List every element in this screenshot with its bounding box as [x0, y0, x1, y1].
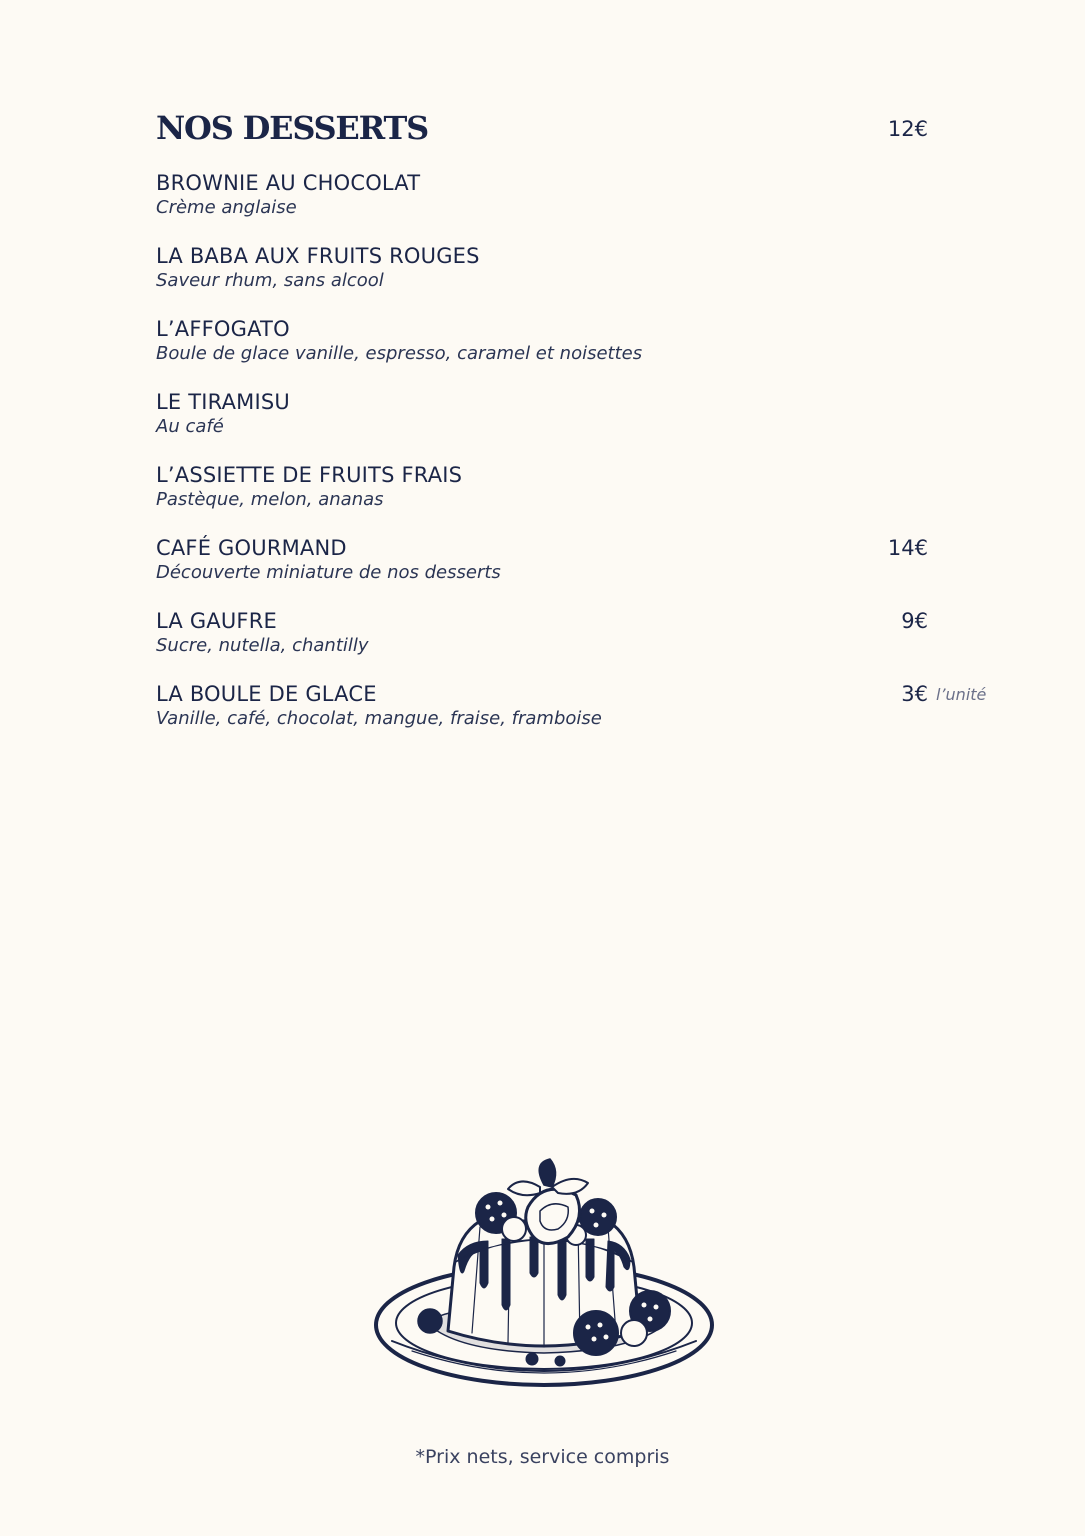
footer-note: *Prix nets, service compris: [415, 1446, 670, 1468]
item-description: Boule de glace vanille, espresso, caramel et noisettes: [156, 343, 643, 364]
item-name: BROWNIE AU CHOCOLAT: [156, 171, 421, 195]
item-price: 9€: [901, 609, 928, 633]
item-name: LA GAUFRE: [156, 609, 277, 633]
price-unit: l’unité: [936, 685, 987, 704]
item-description: Sucre, nutella, chantilly: [156, 635, 369, 656]
menu-item: [156, 316, 916, 366]
menu-item: [156, 243, 916, 293]
item-price: 3€: [901, 682, 928, 706]
section-price: 12€: [887, 117, 928, 141]
dessert-pudding-with-berries-icon: [372, 1155, 718, 1390]
menu-title: NOS DESSERTS: [156, 109, 428, 147]
item-name: LA BABA AUX FRUITS ROUGES: [156, 244, 480, 268]
item-name: CAFÉ GOURMAND: [156, 536, 347, 560]
item-description: Au café: [156, 416, 224, 437]
item-description: Vanille, café, chocolat, mangue, fraise, framboise: [156, 708, 602, 729]
item-description: Découverte miniature de nos desserts: [156, 562, 501, 583]
item-name: LE TIRAMISU: [156, 390, 290, 414]
item-price: 14€: [887, 536, 928, 560]
item-description: Pastèque, melon, ananas: [156, 489, 384, 510]
menu-item: [156, 535, 916, 585]
item-description: Crème anglaise: [156, 197, 297, 218]
item-description: Saveur rhum, sans alcool: [156, 270, 384, 291]
menu-item: [156, 681, 916, 731]
item-name: L’AFFOGATO: [156, 317, 290, 341]
item-name: L’ASSIETTE DE FRUITS FRAIS: [156, 463, 463, 487]
menu-item: [156, 170, 916, 220]
menu-item: [156, 462, 916, 512]
item-name: LA BOULE DE GLACE: [156, 682, 377, 706]
menu-item: [156, 389, 916, 439]
menu-item: [156, 608, 916, 658]
